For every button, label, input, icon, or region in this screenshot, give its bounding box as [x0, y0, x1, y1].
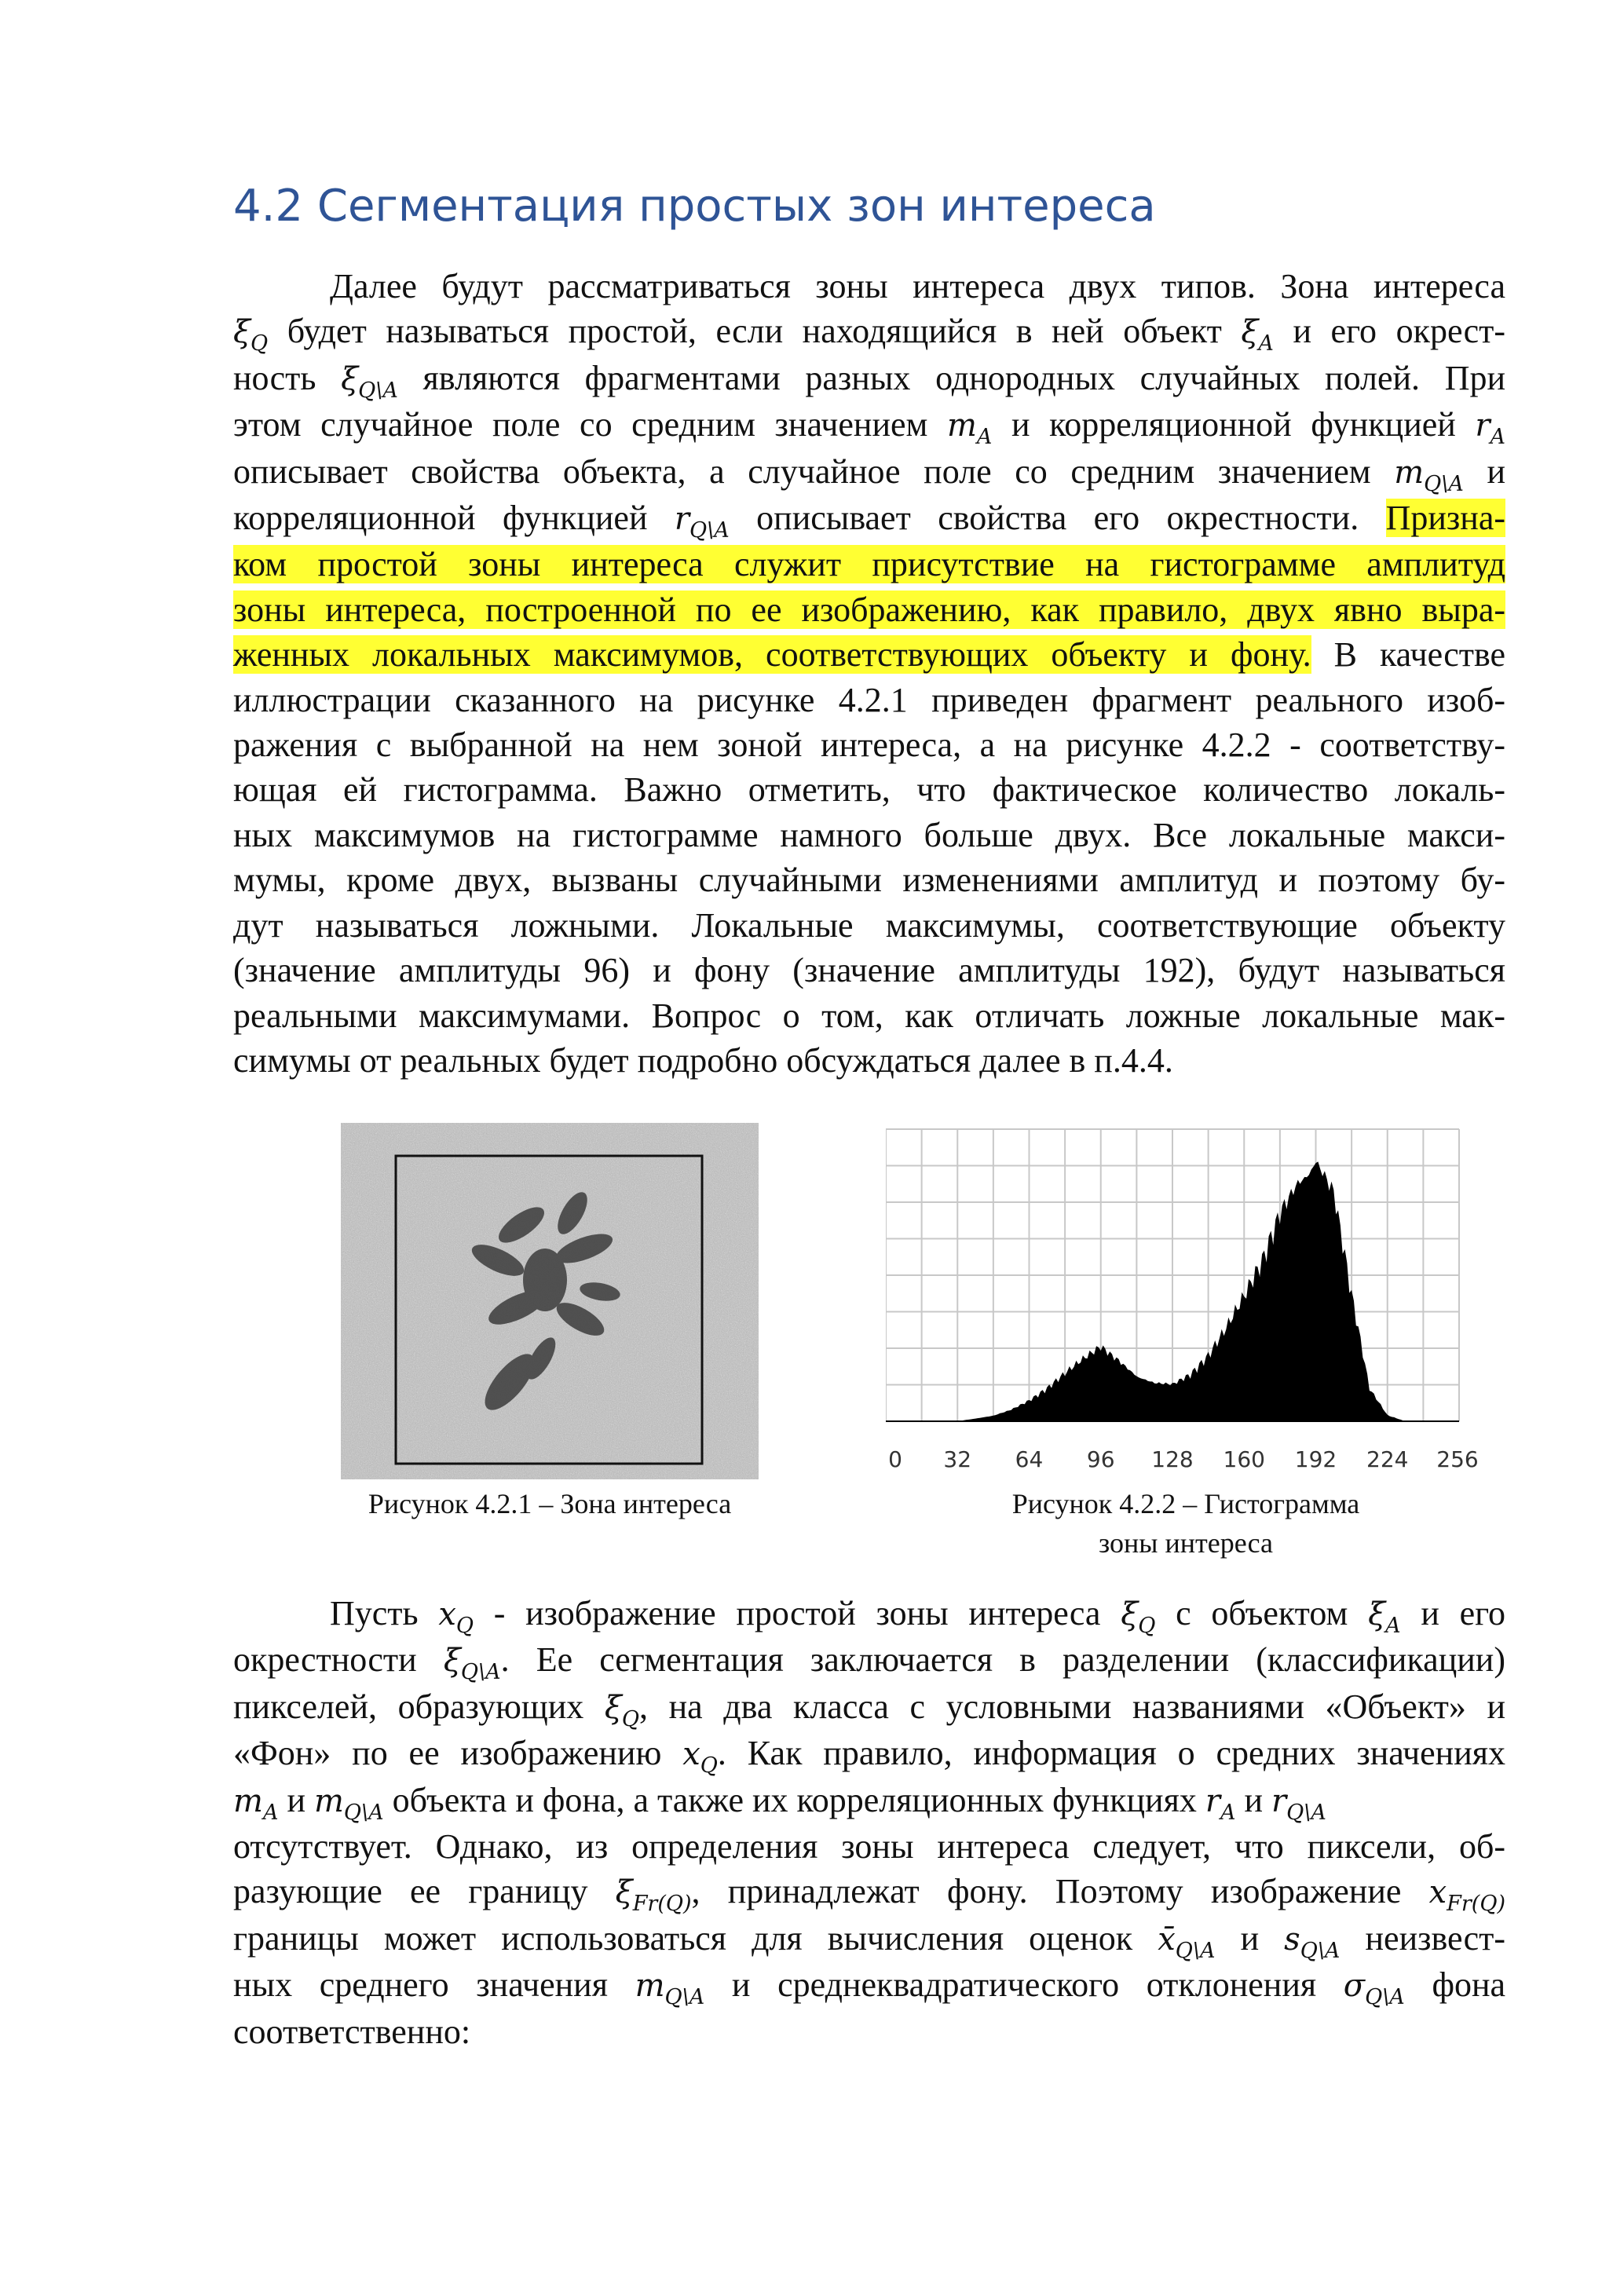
- text-line: ных максимумов на гистограмме намного больше двух. Все локальные макси-: [233, 815, 1505, 854]
- text-line: ражения с выбранной на нем зоной интереса, а на рисунке 4.2.2 - соответству-: [233, 726, 1505, 765]
- plant-photo: [341, 1123, 759, 1479]
- math-xbar-qa: $x̄_{Q\backslash A}$: [1158, 1921, 1216, 1963]
- highlighted-text: женных локальных максимумов, соответствующих объекту и фону.: [233, 635, 1311, 675]
- text-line: иллюстрации сказанного на рисунке 4.2.1 приведен фрагмент реального изоб-: [233, 680, 1505, 719]
- figure-histogram: [886, 1123, 1483, 1484]
- math-s-qa: $s_{Q\backslash A}$: [1284, 1921, 1341, 1963]
- text-line: этом случайное поле со средним значением $m_A$ и корреляционной функцией $r_A$: [233, 405, 1506, 450]
- math-x-q: $x_Q$: [438, 1596, 474, 1638]
- x-tick-label: 64: [1015, 1446, 1044, 1472]
- text-line: Далее будут рассматриваться зоны интереса двух типов. Зона интереса: [330, 267, 1505, 305]
- text-line: реальными максимумами. Вопрос о том, как отличать ложные локальные мак-: [233, 996, 1505, 1035]
- text-line: пикселей, образующих $\xi_Q$, на два класса с условными названиями «Объект» и: [233, 1687, 1505, 1731]
- text-line: [233, 587, 1505, 632]
- text-line: (значение амплитуды 96) и фону (значение амплитуды 192), будут называться: [233, 951, 1505, 990]
- highlighted-text: ком простой зоны интереса служит присутствие на гистограмме амплитуд: [233, 545, 1505, 584]
- math-r-qa: $r_{Q\backslash A}$: [674, 501, 730, 543]
- section-heading: 4.2 Сегментация простых зон интереса: [233, 181, 1156, 232]
- math-xi-q: $\xi_Q$: [1121, 1596, 1156, 1638]
- x-tick-label: 128: [1151, 1446, 1194, 1472]
- text-line: симумы от реальных будет подробно обсуждаться далее в п.4.4.: [233, 1040, 1173, 1080]
- text-line: мумы, кроме двух, вызваны случайными изменениями амплитуд и поэтому бу-: [233, 861, 1505, 900]
- x-tick-label: 256: [1436, 1446, 1479, 1472]
- x-tick-label: 160: [1223, 1446, 1265, 1472]
- caption-line: Рисунок 4.2.2 – Гистограмма: [1011, 1488, 1360, 1519]
- text-line: границы может использоваться для вычисления оценок $x̄_{Q\backslash A}$ и $s_{Q\backslash A}$ неизвест-: [233, 1918, 1506, 1963]
- text-line: разующие ее границу $\xi_{Fr(Q)}$, принадлежат фону. Поэтому изображение $x_{Fr(Q)}$: [233, 1872, 1505, 1917]
- caption-line: зоны интереса: [1099, 1527, 1273, 1559]
- text-line: соответственно:: [233, 2012, 471, 2051]
- text-line: описывает свойства объекта, а случайное поле со средним значением $m_{Q\backslash A}$ и: [233, 452, 1506, 496]
- text-line: ных среднего значения $m_{Q\backslash A}$ и среднеквадратического отклонения $\sigma_{Q\backslash A}$ фона: [233, 1965, 1506, 2010]
- figure-zone-of-interest: [341, 1123, 759, 1479]
- text-line: «Фон» по ее изображению $x_Q$. Как правило, информация о средних значениях: [233, 1734, 1506, 1779]
- histogram-chart: [886, 1123, 1483, 1484]
- text-line: дут называться ложными. Локальные максимумы, соответствующие объекту: [233, 905, 1505, 945]
- x-tick-label: 192: [1294, 1446, 1337, 1472]
- math-x-q: $x_Q$: [682, 1736, 718, 1779]
- math-xi-a: $\xi_A$: [1241, 314, 1274, 356]
- math-m-qa: $m_{Q\backslash A}$: [635, 1968, 705, 2010]
- text-line: женных локальных максимумов, соответствующих объекту и фону. В качестве: [233, 635, 1505, 675]
- x-tick-label: 224: [1366, 1446, 1409, 1472]
- math-m-a: $m_A$: [233, 1782, 279, 1825]
- math-xi-frq: $\xi_{Fr(Q)}$: [615, 1874, 692, 1917]
- paragraph-intro: [233, 264, 1505, 1083]
- x-tick-label: 32: [943, 1446, 972, 1472]
- text-line: корреляционной функцией $r_{Q\backslash A}$ описывает свойства его окрестности. Призна-: [233, 499, 1506, 543]
- math-xi-q: $\xi_Q$: [233, 314, 269, 356]
- text-line: [233, 542, 1505, 587]
- paragraph-segmentation: [233, 1591, 1505, 2054]
- text-line: ность $\xi_{Q\backslash A}$ являются фрагментами разных однородных случайных полей. При: [233, 358, 1506, 403]
- text-line: окрестности $\xi_{Q\backslash A}$. Ее сегментация заключается в разделении (классификации): [233, 1640, 1506, 1685]
- math-r-a: $r_A$: [1205, 1782, 1236, 1825]
- math-x-frq: $x_{Fr(Q)}$: [1428, 1874, 1505, 1917]
- math-sigma-qa: $\sigma_{Q\backslash A}$: [1343, 1968, 1405, 2010]
- math-r-a: $r_A$: [1475, 408, 1506, 450]
- figure-caption-1: Рисунок 4.2.1 – Зона интереса: [368, 1488, 732, 1519]
- text-line: ющая ей гистограмма. Важно отметить, что фактическое количество локаль-: [233, 770, 1505, 810]
- math-m-qa: $m_{Q\backslash A}$: [1394, 454, 1464, 496]
- text-line: $\xi_Q$ будет называться простой, если находящийся в ней объект $\xi_A$ и его окрест-: [233, 312, 1505, 356]
- math-m-a: $m_A$: [946, 408, 993, 450]
- math-xi-qa: $\xi_{Q\backslash A}$: [443, 1643, 501, 1685]
- math-xi-q: $\xi_Q$: [604, 1689, 640, 1731]
- text-line: $m_A$ и $m_{Q\backslash A}$ объекта и фона, а также их корреляционных функциях $r_A$ и $r_{Q\backslash A}$: [233, 1780, 1326, 1825]
- math-xi-qa: $\xi_{Q\backslash A}$: [341, 360, 398, 403]
- math-xi-a: $\xi_A$: [1368, 1596, 1401, 1638]
- math-m-qa: $m_{Q\backslash A}$: [313, 1782, 384, 1825]
- x-tick-label: 96: [1086, 1446, 1115, 1472]
- highlighted-text: зоны интереса, построенной по ее изображению, как правило, двух явно выра-: [233, 590, 1505, 629]
- text-line: Пусть $x_Q$ - изображение простой зоны интереса $\xi_Q$ с объектом $\xi_A$ и его: [330, 1594, 1506, 1638]
- figure-caption-2: [958, 1484, 1414, 1563]
- math-r-qa: $r_{Q\backslash A}$: [1271, 1782, 1326, 1825]
- highlighted-text: Призна-: [1385, 499, 1506, 538]
- x-tick-label: 0: [888, 1446, 902, 1472]
- text-line: отсутствует. Однако, из определения зоны интереса следует, что пиксели, об-: [233, 1827, 1505, 1866]
